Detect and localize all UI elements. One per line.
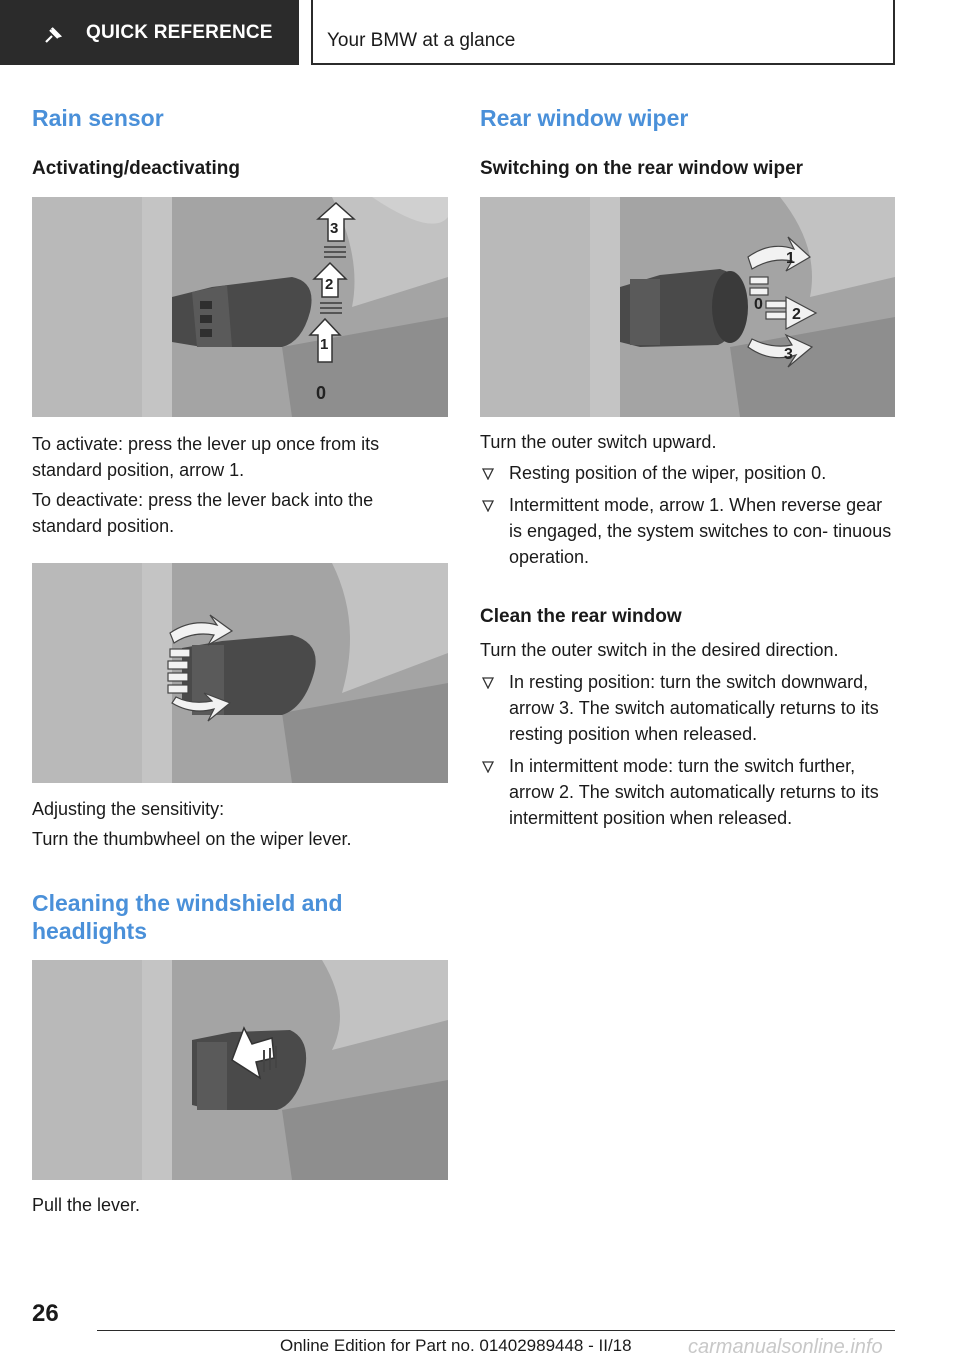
list-item: Resting position of the wiper, position 0. <box>480 460 900 486</box>
position-label-0: 0 <box>754 296 763 313</box>
triangle-bullet-icon <box>482 468 494 480</box>
watermark: carmanualsonline.info <box>688 1336 883 1358</box>
pull-lever-figure <box>32 960 448 1180</box>
arrow-label-2: 2 <box>792 306 801 323</box>
arrow-label-2: 2 <box>325 276 334 293</box>
thumbwheel-text: Turn the thumbwheel on the wiper lever. <box>32 829 352 849</box>
rear-wiper-figure <box>480 197 895 417</box>
chapter-header <box>311 0 895 65</box>
pull-lever-text: Pull the lever. <box>32 1195 141 1215</box>
clean-rear-window-heading: Clean the rear window <box>480 606 682 627</box>
rain-sensor-heading: Rain sensor <box>32 105 164 131</box>
edition-text: Online Edition for Part no. 01402989448 - II/18 <box>280 1336 632 1355</box>
rain-sensor-figure <box>32 197 448 417</box>
pushpin-icon <box>42 26 64 46</box>
clean-rear-window-bullets <box>480 669 900 837</box>
rear-wiper-intro: Turn the outer switch upward. <box>480 432 717 452</box>
section-tab[interactable] <box>0 0 299 65</box>
sensitivity-text: Adjusting the sensitivity: <box>32 799 225 819</box>
list-item: In resting position: turn the switch downward, arrow 3. The switch automatically returns to its resting position when released. <box>480 669 900 747</box>
triangle-bullet-icon <box>482 677 494 689</box>
rear-wiper-subheading: Switching on the rear window wiper <box>480 158 804 179</box>
arrow-label-1: 1 <box>786 250 795 267</box>
arrow-label-3: 3 <box>784 346 793 363</box>
arrow-label-3: 3 <box>330 220 339 237</box>
triangle-bullet-icon <box>482 500 494 512</box>
chapter-title: Your BMW at a glance <box>327 30 516 51</box>
list-item: Intermittent mode, arrow 1. When reverse gear is engaged, the system switches to con‐ tinuous operation. <box>480 492 900 570</box>
page-number: 26 <box>32 1300 59 1327</box>
footer-divider <box>97 1330 895 1331</box>
clean-rear-window-intro: Turn the outer switch in the desired direction. <box>480 640 839 660</box>
arrow-label-1: 1 <box>320 336 329 353</box>
rear-wiper-heading: Rear window wiper <box>480 105 689 131</box>
list-item: In intermittent mode: turn the switch further, arrow 2. The switch automatically returns to its intermittent position when released. <box>480 753 900 831</box>
position-label-0: 0 <box>316 383 327 403</box>
activate-text: To activate: press the lever up once from its standard position, arrow 1. <box>32 434 380 480</box>
triangle-bullet-icon <box>482 761 494 773</box>
thumbwheel-figure <box>32 563 448 783</box>
rear-wiper-bullets <box>480 460 900 576</box>
deactivate-text: To deactivate: press the lever back into the standard position. <box>32 490 374 536</box>
rain-sensor-subheading: Activating/deactivating <box>32 158 240 179</box>
section-label: QUICK REFERENCE <box>86 21 273 43</box>
cleaning-heading: Cleaning the windshield and headlights <box>32 890 343 944</box>
